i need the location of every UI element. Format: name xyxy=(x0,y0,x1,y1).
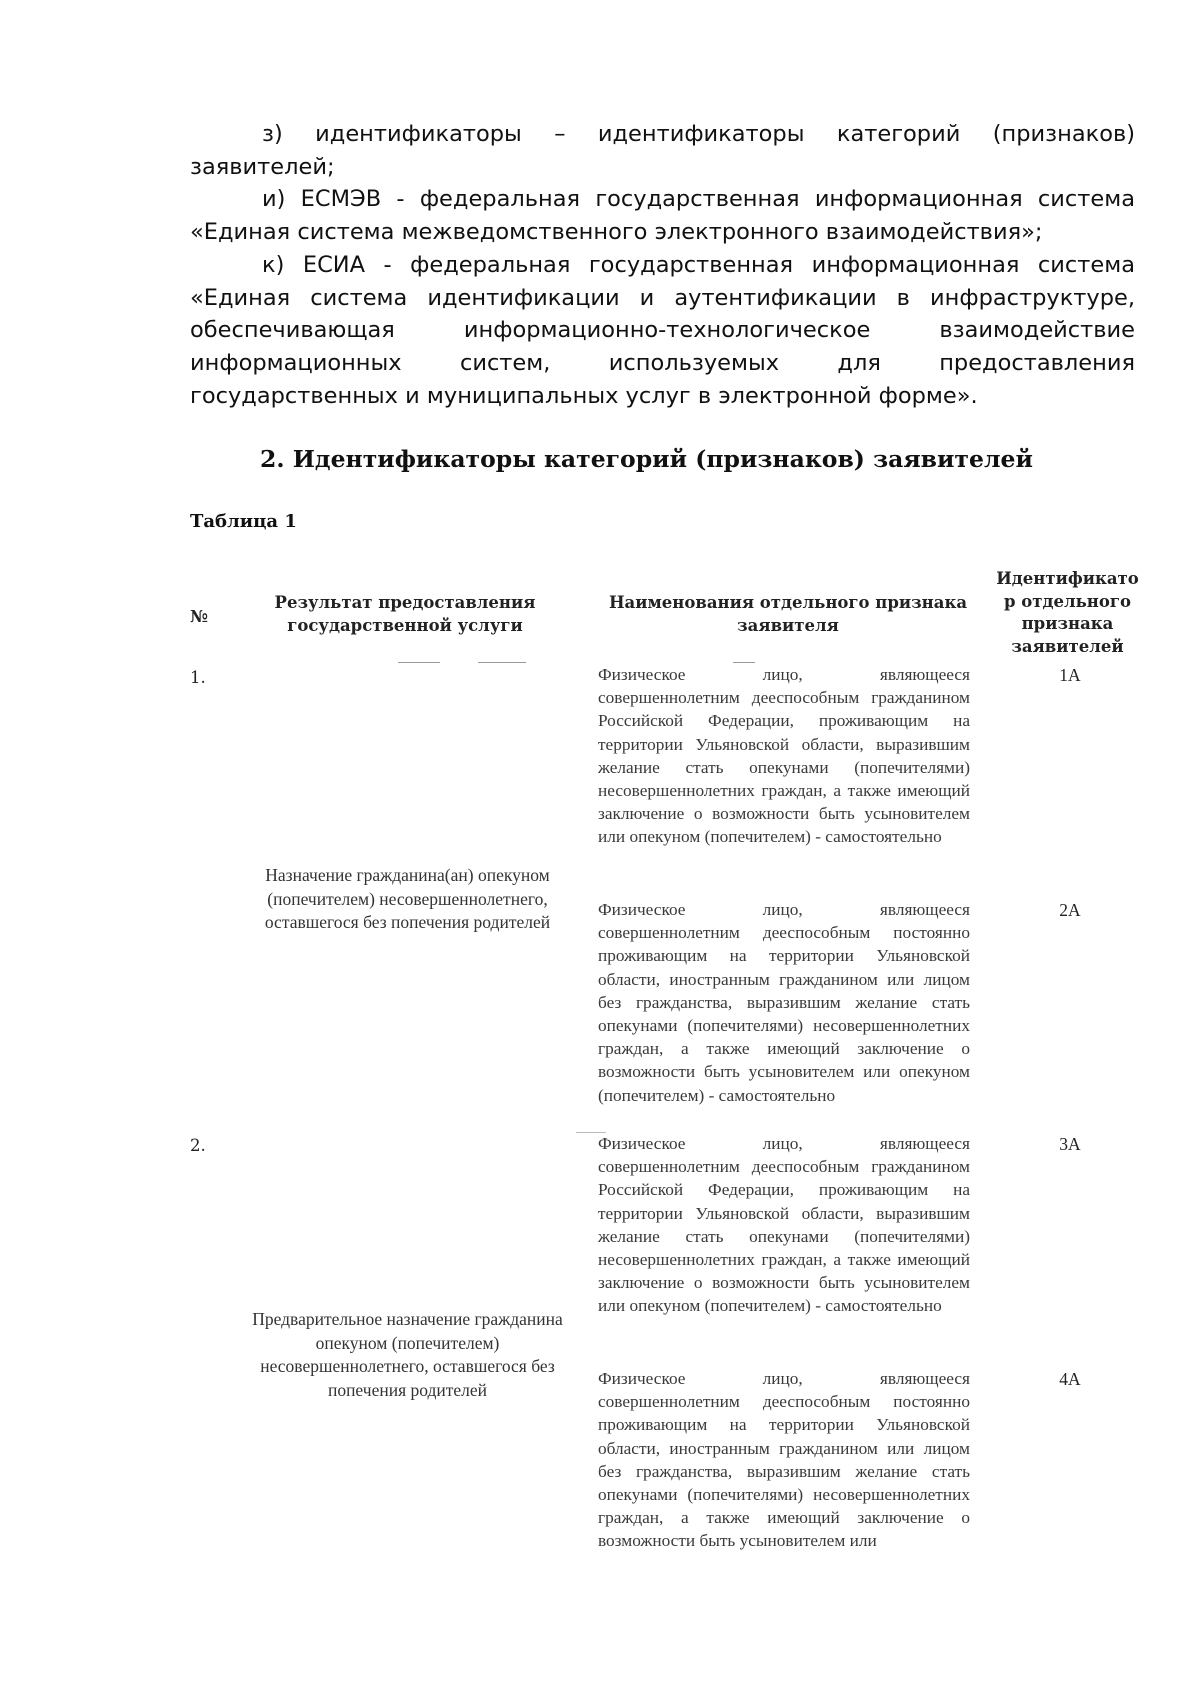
header-rule xyxy=(398,662,440,663)
header-number: № xyxy=(190,607,208,626)
attribute-identifier: 4А xyxy=(1059,1369,1081,1389)
definition-i: и) ЕСМЭВ - федеральная государственная информационная система «Единая система межведомственного электронного взаимодействия»; xyxy=(190,186,1135,246)
attribute-text: Физическое лицо, являющееся совершеннолетним дееспособным постоянно проживающим на территории Ульяновской области, иностранным гражданином или лицом без гражданства, выразившим желание стать опекунами (попечителями) несовершеннолетних граждан, а также имеющий заключение о возможности быть усыновителем или xyxy=(598,1369,970,1551)
header-result: Результат предоставления государственной услуги xyxy=(274,593,536,635)
header-identifier: Идентификато р отдельного признака заявителей xyxy=(996,569,1139,656)
row-result: Предварительное назначение гражданина опекуном (попечителем) несовершеннолетнего, оставшегося без попечения родителей xyxy=(252,1309,563,1400)
definitions-block xyxy=(190,118,1135,412)
attribute-identifier: 3А xyxy=(1059,1134,1081,1154)
section-title: 2. Идентификаторы категорий (признаков) заявителей xyxy=(260,445,1033,473)
definition-k: к) ЕСИА - федеральная государственная информационная система «Единая система идентификации и аутентификации в инфраструктуре, обеспечивающая информационно-технологическое взаимодействие информационных систем, используемых для предоставления государственных и муниципальных услуг в электронной форме». xyxy=(190,251,1135,409)
attribute-text: Физическое лицо, являющееся совершеннолетним дееспособным постоянно проживающим на территории Ульяновской области, иностранным гражданином или лицом без гражданства, выразившим желание стать опекунами (попечителями) несовершеннолетних граждан, а также имеющий заключение о возможности быть усыновителем или опекуном (попечителем) - самостоятельно xyxy=(598,900,970,1105)
attribute-identifier: 2А xyxy=(1059,900,1081,920)
header-rule xyxy=(478,662,526,663)
attribute-text: Физическое лицо, являющееся совершеннолетним дееспособным гражданином Российской Федерации, проживающим на территории Ульяновской области, выразившим желание стать опекунами (попечителями) несовершеннолетних граждан, а также имеющий заключение о возможности быть усыновителем или опекуном (попечителем) - самостоятельно xyxy=(598,1134,970,1316)
header-attribute-name: Наименования отдельного признака заявителя xyxy=(608,593,968,635)
definition-z: з) идентификаторы – идентификаторы категорий (признаков) заявителей; xyxy=(190,121,1135,180)
row-result: Назначение гражданина(ан) опекуном (попечителем) несовершеннолетнего, оставшегося без попечения родителей xyxy=(264,865,551,932)
row-number: 2. xyxy=(190,1136,206,1155)
attribute-text: Физическое лицо, являющееся совершеннолетним дееспособным гражданином Российской Федерации, проживающим на территории Ульяновской области, выразившим желание стать опекунами (попечителями) несовершеннолетних граждан, а также имеющий заключение о возможности быть усыновителем или опекуном (попечителем) - самостоятельно xyxy=(598,665,970,847)
row-number: 1. xyxy=(190,668,206,687)
attribute-identifier: 1А xyxy=(1059,665,1081,685)
table-caption: Таблица 1 xyxy=(190,511,297,532)
